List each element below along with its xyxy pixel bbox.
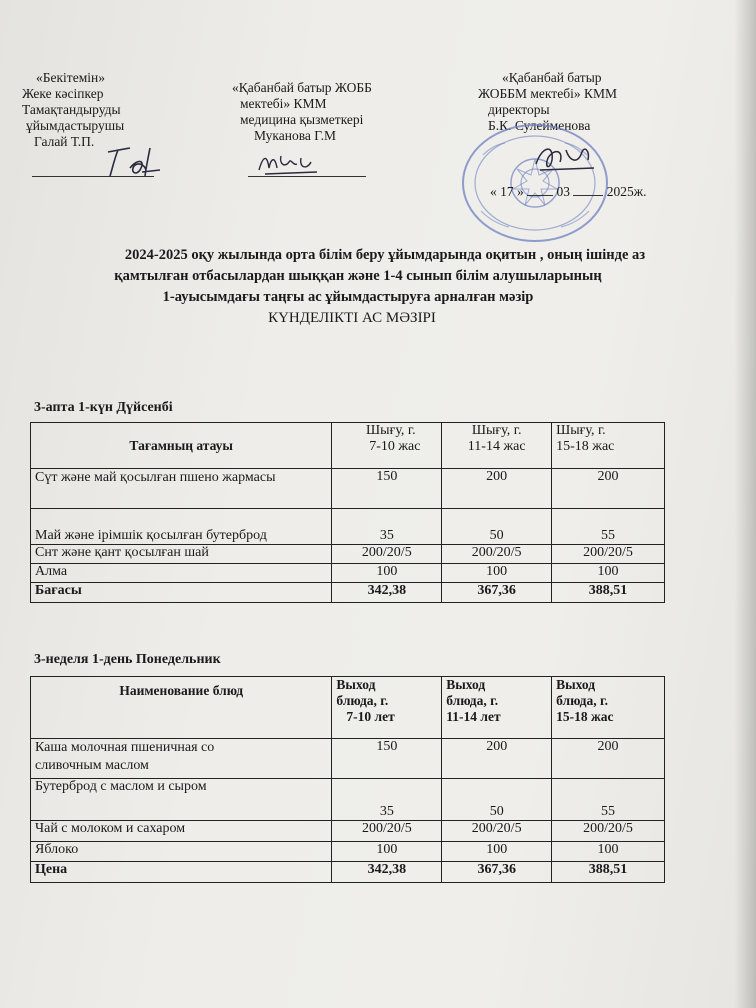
approval-left-line: ұйымдастырушы [26,118,125,133]
header-line: Выход [446,677,486,692]
title-line: 2024-2025 оқу жылында орта білім беру ұйымдарында оқитын , оның ішінде аз [124,247,646,263]
price-value: 367,36 [442,583,552,603]
header-line: Шығу, г. [556,423,606,438]
date-day: « 17 » [490,184,524,199]
yield-value: 100 [332,564,442,583]
yield-value: 35 [332,779,442,821]
header-line: блюда, г. [556,693,608,708]
table-header-row [31,423,665,469]
price-label: Цена [31,862,332,883]
dish-name: Чай с молоком и сахаром [31,821,332,842]
yield-value: 200/20/5 [442,821,552,842]
date-year: 2025ж. [606,184,647,199]
approval-middle [232,80,372,144]
column-header-yield [552,423,665,469]
header-line: Выход [556,677,596,692]
table-row [31,842,665,862]
header-line: Шығу, г. [366,423,416,438]
column-header-yield [442,423,552,469]
header-line: 15-18 жас [556,439,615,454]
dish-name [31,739,332,779]
yield-value: 200 [442,469,552,509]
price-value: 342,38 [332,862,442,883]
yield-value: 55 [552,509,665,545]
column-header-yield [552,677,665,739]
table-row [31,821,665,842]
approval-left-line: Галай Т.П. [34,134,95,149]
approval-middle-line: медицина қызметкері [240,112,364,127]
approval-left-line: Жеке кәсіпкер [22,86,104,101]
yield-value: 200/20/5 [442,545,552,564]
approval-left-line: «Бекітемін» [36,70,105,85]
dish-name: Алма [31,564,332,583]
approval-middle-line: «Қабанбай батыр ЖОББ [232,80,372,95]
title-line: КҮНДЕЛІКТІ АС МӘЗІРІ [268,310,436,326]
table-row [31,509,665,545]
signature-suleimenova [530,140,600,178]
table-header-row [31,677,665,739]
price-label: Бағасы [31,583,332,603]
column-header-yield [332,677,442,739]
price-value: 388,51 [552,862,665,883]
dish-name: Снт және қант қосылған шай [31,545,332,564]
yield-value: 200/20/5 [332,545,442,564]
title-line: 1-ауысымдағы таңғы ас ұйымдастыруға арналған мәзір [162,289,534,305]
table-row [31,739,665,779]
dish-name: Бутерброд с маслом и сыром [31,779,332,821]
ru-week-day-heading: 3-неделя 1-день Понедельник [34,652,221,667]
yield-value: 200 [442,739,552,779]
column-header-dish-name: Тағамның атауы [31,423,332,469]
approval-left-line: Тамақтандыруды [22,102,121,117]
price-value: 388,51 [552,583,665,603]
dish-name-line: сливочным маслом [35,758,149,773]
approval-left [22,70,124,150]
yield-value: 200/20/5 [552,821,665,842]
yield-value: 100 [552,564,665,583]
price-value: 367,36 [442,862,552,883]
table-row [31,545,665,564]
date-month: 03 [556,184,570,199]
signature-galai [100,142,170,182]
header-line: Выход [336,677,376,692]
header-line: 11-14 жас [467,439,526,454]
approval-date [490,184,646,200]
yield-value: 200 [552,739,665,779]
yield-value: 50 [442,779,552,821]
yield-value: 150 [332,469,442,509]
header-line: 15-18 жас [556,709,614,724]
dish-name: Май және ірімшік қосылған бутерброд [31,509,332,545]
ru-menu-table [30,676,665,883]
price-row [31,583,665,603]
table-row [31,564,665,583]
header-line: блюда, г. [336,693,389,708]
kz-menu-table [30,422,665,603]
yield-value: 35 [332,509,442,545]
approval-right-line: «Қабанбай батыр [502,70,602,85]
approval-right-line: Б.К. Сулейменова [488,118,591,133]
yield-value: 200/20/5 [552,545,665,564]
document-title [0,245,756,329]
price-value: 342,38 [332,583,442,603]
header-line: 11-14 лет [446,709,501,724]
table-row [31,469,665,509]
title-line: қамтылған отбасылардан шыққан және 1-4 сынып білім алушыларының [114,268,602,284]
column-header-yield [442,677,552,739]
page-shadow [734,0,756,1008]
kz-week-day-heading: 3-апта 1-күн Дүйсенбі [34,400,173,415]
yield-value: 200 [552,469,665,509]
header-line: блюда, г. [446,693,499,708]
approval-middle-line: мектебі» КММ [240,96,327,111]
yield-value: 100 [332,842,442,862]
yield-value: 200/20/5 [332,821,442,842]
yield-value: 100 [442,564,552,583]
yield-value: 55 [552,779,665,821]
approval-right-line: ЖОББМ мектебі» КММ [478,86,617,101]
dish-name: Сүт және май қосылған пшено жармасы [31,469,332,509]
approval-right-line: директоры [488,102,550,117]
column-header-dish-name: Наименование блюд [31,677,332,739]
price-row [31,862,665,883]
column-header-yield [332,423,442,469]
dish-name: Яблоко [31,842,332,862]
yield-value: 100 [552,842,665,862]
dish-name-line: Каша молочная пшеничная со [35,740,215,755]
header-line: 7-10 жас [369,439,421,454]
header-line: 7-10 лет [346,709,395,724]
approval-middle-line: Муканова Г.М [254,128,336,143]
yield-value: 150 [332,739,442,779]
yield-value: 50 [442,509,552,545]
header-line: Шығу, г. [471,423,522,438]
yield-value: 100 [442,842,552,862]
signature-mukanova [255,148,325,178]
table-row [31,779,665,821]
